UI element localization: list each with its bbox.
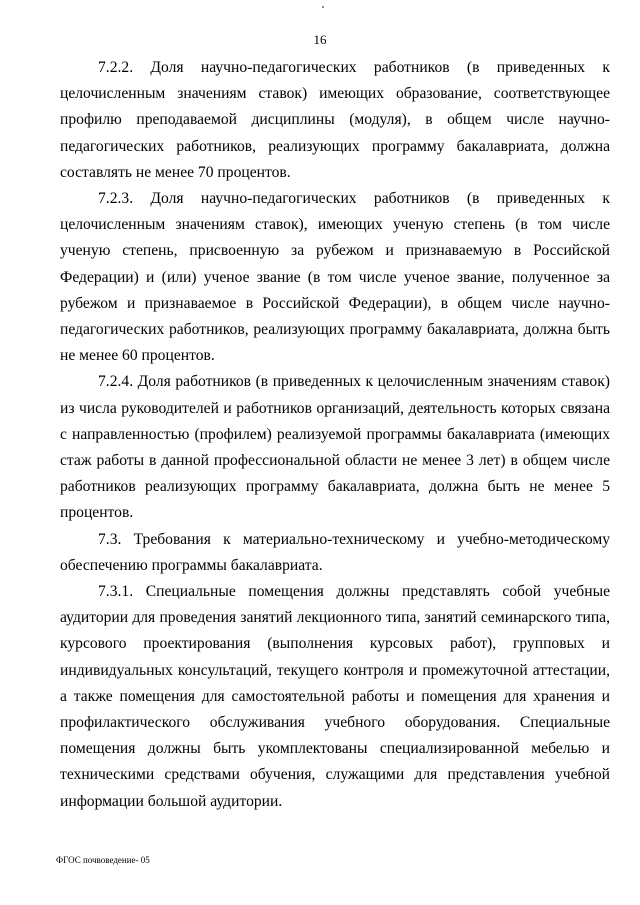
scan-artifact [322,6,324,8]
paragraph-7-2-3: 7.2.3. Доля научно-педагогических работников (в приведенных к целочисленным значениям ставок), имеющих ученую степень (в том числе ученую степень, присвоенную за рубежом и признаваемую в Российской Федерации) и (или) ученое звание (в том числе ученое звание, полученное за рубежом и признаваемое в Российской Федерации), в общем числе научно-педагогических работников, реализующих программу бакалавриата, должна быть не менее 60 процентов. [60,190,610,365]
paragraph-7-2-4: 7.2.4. Доля работников (в приведенных к целочисленным значениям ставок) из числа руководителей и работников организаций, деятельность которых связана с направленностью (профилем) реализуемой программы бакалавриата (имеющих стаж работы в данной профессиональной области не менее 3 лет) в общем числе работников реализующих программу бакалавриата, должна быть не менее 5 процентов. [60,373,610,522]
paragraph-7-3: 7.3. Требования к материально-техническому и учебно-методическому обеспечению программы бакалавриата. [60,530,610,574]
document-body [60,55,610,815]
paragraph-7-2-2: 7.2.2. Доля научно-педагогических работников (в приведенных к целочисленным значениям ставок) имеющих образование, соответствующее профилю преподаваемой дисциплины (модуля), в общем числе научно-педагогических работников, реализующих программу бакалавриата, должна составлять не менее 70 процентов. [60,59,610,181]
page-number: 16 [313,32,327,47]
paragraph-7-3-1: 7.3.1. Специальные помещения должны представлять собой учебные аудитории для проведения занятий лекционного типа, занятий семинарского типа, курсового проектирования (выполнения курсовых работ), групповых и индивидуальных консультаций, текущего контроля и промежуточной аттестации, а также помещения для самостоятельной работы и помещения для хранения и профилактического обслуживания учебного оборудования. Специальные помещения должны быть укомплектованы специализированной мебелью и техническими средствами обучения, служащими для представления учебной информации большой аудитории. [60,583,610,810]
page-footer: ФГОС почвоведение- 05 [56,855,150,865]
